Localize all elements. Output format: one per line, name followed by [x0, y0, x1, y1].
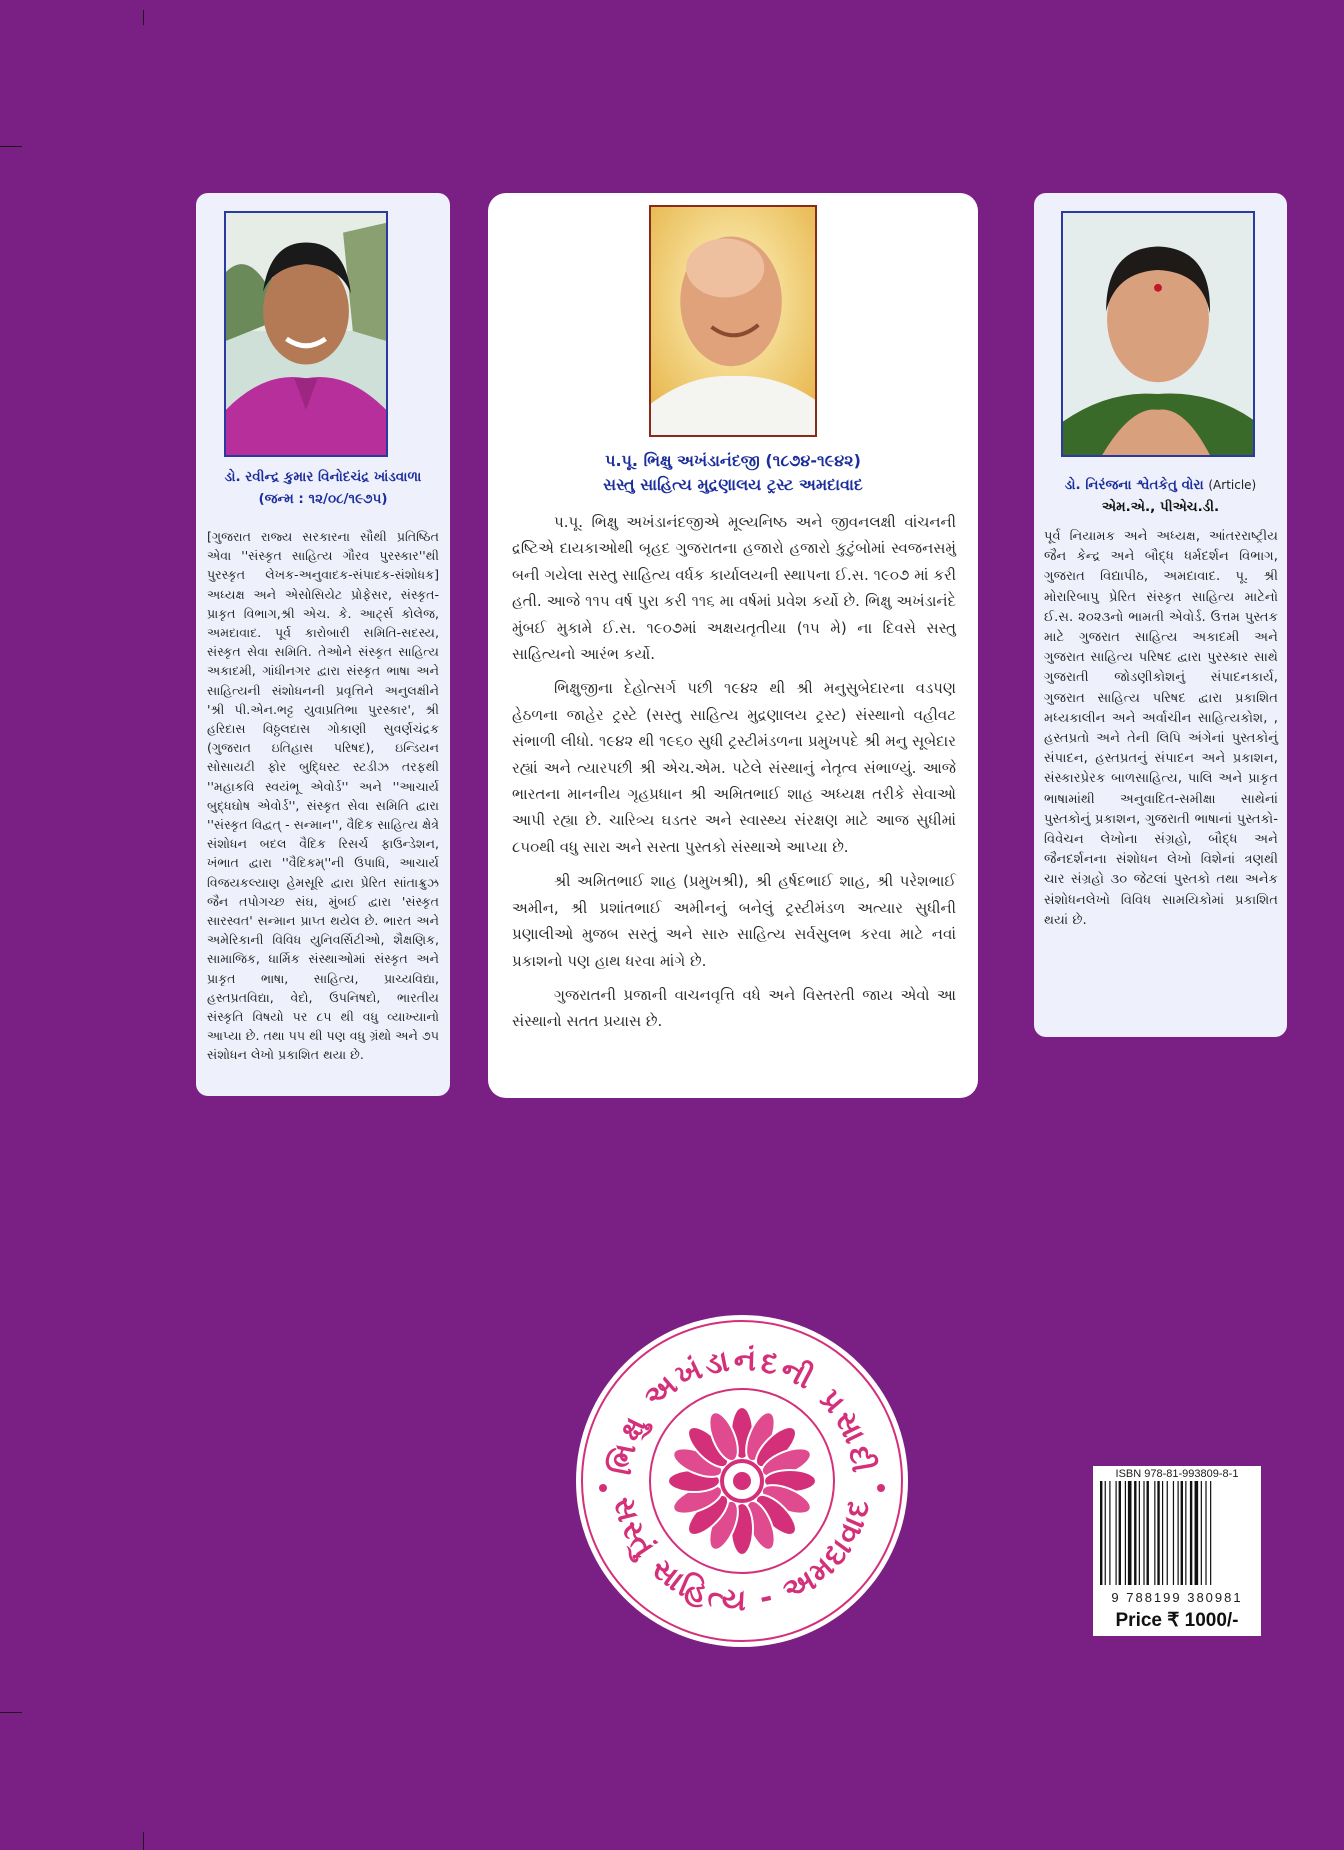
barcode-bar — [1195, 1481, 1199, 1585]
barcode-bars — [1100, 1481, 1254, 1585]
paragraph: શ્રી અમિતભાઈ શાહ (પ્રમુખશ્રી), શ્રી હર્ષદભાઈ શાહ, શ્રી પરેશભાઈ અમીન, શ્રી પ્રશાંતભાઈ અમીનનું બનેલું ટ્રસ્ટીમંડળ અત્યાર સુધીની પ્રણાલીઓ મુજબ સસ્તું અને સારુ સાહિત્ય સર્વસુલભ કરવા માટે નવાં પ્રકાશનો પણ હાથ ધરવા માંગે છે. — [512, 872, 956, 970]
author-bio-right: પૂર્વ નિયામક અને અધ્યક્ષ, આંતરરાષ્ટ્રીય જૈન કેન્દ્ર અને બૌદ્ધ ધર્મદર્શન વિભાગ, ગુજરાત વિદ્યાપીઠ, અમદાવાદ. પૂ. શ્રી મોરારિબાપુ પ્રેરિત સંસ્કૃત સાહિત્ય માટેનો ઈ.સ. ૨૦૨૩નો ભામતી એવોર્ડ. ઉત્તમ પુસ્તક માટે ગુજરાત સાહિત્ય અકાદમી અને ગુજરાત સાહિત્ય પરિષદ દ્વારા પુરસ્કાર સાથે ગુજરાતી જોડણીકોશનું સંપાદનકાર્ય, ગુજરાત સાહિત્ય પરિષદ દ્વારા પ્રકાશિત મધ્યકાલીન અને અર્વાચીન સાહિત્યકોશ, , હસ્તપ્રતો અને તેની લિપિ અંગેનાં પુસ્તકોનું સંપાદન, હસ્તપ્રતનું સંપાદન અને પ્રકાશન, સંસ્કારપ્રેરક બાળસાહિત્ય, પાલિ અને પ્રાકૃત ભાષામાંથી અનુવાદિત-સમીક્ષા સાથેનાં પુસ્તકોનું પ્રકાશન, ગુજરાતી ભાષાનાં પુસ્તકો-વિવેચન લેખોના સંગ્રહો, બૌદ્ધ અને જૈનદર્શનના સંશોધન લેખો વિશેનાં ત્રણથી ચાર સંગ્રહો ૩૦ જેટલાં પુસ્તકો તથા અનેક સંશોધનલેખો વિવિધ સામયિકોમાં પ્રકાશિત થયાં છે. — [1044, 529, 1278, 928]
crop-mark — [0, 1712, 22, 1713]
author-dob-left: (જન્મ : ૧૨/૦૮/૧૯૭૫) — [258, 491, 388, 507]
author-photo-left — [224, 211, 388, 457]
author-photo-right — [1061, 211, 1255, 457]
barcode-bar — [1109, 1481, 1110, 1585]
isbn-label: ISBN 978-81-993809-8-1 — [1115, 1468, 1239, 1480]
barcode-bar — [1201, 1481, 1202, 1585]
barcode-bar — [1190, 1481, 1192, 1585]
barcode-bar — [1147, 1481, 1149, 1585]
barcode-bar — [1210, 1481, 1211, 1585]
founder-portrait — [649, 205, 817, 437]
barcode-bar — [1143, 1481, 1144, 1585]
price-tag: Price ₹ 1000/- — [1093, 1606, 1261, 1636]
barcode-bar — [1128, 1481, 1132, 1585]
crop-mark — [0, 146, 22, 147]
right-author-card — [1034, 193, 1287, 1037]
founder-title: પ.પૂ. ભિક્ષુ અખંડાનંદજી (૧૮૭૪-૧૯૪૨) — [605, 451, 861, 470]
author-name-text: ડો. નિરંજના શ્વેતકેતુ વોરા — [1064, 477, 1204, 493]
paragraph: ભિક્ષુજીના દેહોત્સર્ગ પછી ૧૯૪૨ થી શ્રી મનુસુબેદારના વડપણ હેઠળના જાહેર ટ્રસ્ટે (સસ્તુ સાહિત્ય મુદ્રણાલય ટ્રસ્ટ) સંસ્થાનો વહીવટ સંભાળી લીધો. ૧૯૪૨ થી ૧૯૬૦ સુધી ટ્રસ્ટીમંડળના પ્રમુખપદે શ્રી મનુ સૂબેદાર રહ્યાં અને ત્યારપછી શ્રી એચ.એમ. પટેલે સંસ્થાનું નેતૃત્વ સંભાળ્યું. આજે ભારતના માનનીય ગૃહપ્રધાન શ્રી અમિતભાઈ શાહ અધ્યક્ષ તરીકે સેવાઓ આપી રહ્યા છે. ચારિત્ર્ય ઘડતર અને સ્વાસ્થ્ય સંરક્ષણ માટે આજ સુધીમાં ૮૫૦થી વધુ સારા અને સસ્તા પુસ્તકો સંસ્થાએ આપ્યા છે. — [512, 679, 956, 856]
author-tag: (Article) — [1208, 478, 1257, 492]
paragraph: ગુજરાતની પ્રજાની વાચનવૃત્તિ વધે અને વિસ્તરતી જાય એવો આ સંસ્થાનો સતત પ્રયાસ છે. — [512, 985, 956, 1031]
trust-title: સસ્તુ સાહિત્ય મુદ્રણાલય ટ્રસ્ટ અમદાવાદ — [603, 475, 863, 494]
seal-bottom-text: સસ્તું સાહિત્ય - અમદાવાદ — [605, 1493, 878, 1619]
barcode-bar — [1105, 1481, 1106, 1585]
author-degree-right: એમ.એ., પીએચ.ડી. — [1101, 499, 1220, 515]
barcode-bar — [1205, 1481, 1206, 1585]
author-name-right — [1034, 477, 1287, 493]
author-bio-left: [ગુજરાત રાજ્ય સરકારના સૌથી પ્રતિષ્ઠિત એવા ''સંસ્કૃત સાહિત્ય ગૌરવ પુરસ્કાર''થી પુરસ્કૃત લેખક-અનુવાદક-સંપાદક-સંશોધક] અધ્યક્ષ અને એસોસિયેટ પ્રોફેસર, સંસ્કૃત-પ્રાકૃત વિભાગ,શ્રી એચ. કે. આર્ટ્સ કોલેજ, અમદાવાદ. પૂર્વ કારોબારી સમિતિ-સદસ્ય, સંસ્કૃત સેવા સમિતિ. તેઓને સંસ્કૃત સાહિત્ય અકાદમી, ગાંધીનગર દ્વારા સંસ્કૃત ભાષા અને સાહિત્યની સંશોધનની પ્રવૃત્તિને અનુલક્ષીને 'શ્રી પી.એન.ભટ્ટ યુવાપ્રતિભા પુરસ્કાર', શ્રી હરિદાસ વિઠ્ઠલદાસ ગોકાણી સુવર્ણચંદ્રક (ગુજરાત ઇતિહાસ પરિષદ), ઇન્ડિયન સોસાયટી ફોર બુદ્ધિસ્ટ સ્ટડીઝ તરફથી ''મહાકવિ સ્વયંભૂ એવોર્ડ'' અને ''આચાર્ય બુદ્ધઘોષ એવોર્ડ'', સંસ્કૃત સેવા સમિતિ દ્વારા ''સંસ્કૃત વિદ્વત્ - સન્માન'', વૈદિક સાહિત્ય ક્ષેત્રે સંશોધન બદલ વૈદિક રિસર્ચ ફાઉન્ડેશન, ખંભાત દ્વારા ''વૈદિકમ્''ની ઉપાધિ, આચાર્ય વિજયકલ્યાણ હેમસૂરિ દ્વારા પ્રેરિત સાંતાક્રુઝ જૈન તપોગચ્છ સંઘ, મુંબઈ દ્વારા 'સંસ્કૃત સારસ્વત' સન્માન પ્રાપ્ત થયેલ છે. ભારત અને અમેરિકાની વિવિધ યુનિવર્સિટીઓ, શૈક્ષણિક, સામાજિક, ધાર્મિક સંસ્થાઓમાં સંસ્કૃત અને પ્રાકૃત ભાષા, સાહિત્ય, પ્રાચ્યવિદ્યા, હસ્તપ્રતવિદ્યા, વેદો, ઉપનિષદો, ભારતીય સંસ્કૃતિ વિષયો પર ૮૫ થી વધુ વ્યાખ્યાનો આપ્યા છે. તથા ૫૫ થી પણ વધુ ગ્રંથો અને ૭૫ સંશોધન લેખો પ્રકાશિત થયા છે. — [207, 529, 439, 1063]
barcode-bar — [1157, 1481, 1159, 1585]
barcode-bar — [1154, 1481, 1155, 1585]
left-author-card — [196, 193, 450, 1096]
author-name-left: ડો. રવીન્દ્ર કુમાર વિનોદચંદ્ર ખાંડવાળા — [224, 469, 422, 485]
barcode-bar — [1116, 1481, 1117, 1585]
publisher-seal — [573, 1312, 911, 1650]
barcode-bar — [1119, 1481, 1121, 1585]
barcode-bar — [1181, 1481, 1183, 1585]
barcode-bar — [1185, 1481, 1186, 1585]
barcode-bar — [1167, 1481, 1168, 1585]
barcode-bar — [1178, 1481, 1179, 1585]
paragraph: પ.પૂ. ભિક્ષુ અખંડાનંદજીએ મૂલ્યનિષ્ઠ અને જીવનલક્ષી વાંચનની દ્રષ્ટિએ દાયકાઓથી બૃહદ ગુજરાતના હજારો હજારો કુટુંબોમાં સ્વજનસમું બની ગયેલા સસ્તુ સાહિત્ય વર્ધક કાર્યાલયની સ્થાપના ઈ.સ. ૧૯૦૭ માં કરી હતી. આજે ૧૧૫ વર્ષ પુરા કરી ૧૧૬ મા વર્ષમાં પ્રવેશ કર્યો છે. ભિક્ષુ અખંડાનંદે મુંબઈ મુકામે ઈ.સ. ૧૯૦૭માં અક્ષયતૃતીયા (૧૫ મે) ના દિવસે સસ્તુ સાહિત્યનો આરંભ કર્યો. — [512, 513, 956, 664]
barcode-bar — [1139, 1481, 1140, 1585]
isbn-barcode — [1093, 1466, 1261, 1608]
publisher-description — [512, 509, 956, 1043]
lotus-emblem — [668, 1407, 816, 1555]
isbn-digits: 9 788199 380981 — [1111, 1590, 1243, 1605]
barcode-bar — [1134, 1481, 1136, 1585]
barcode-bar — [1173, 1481, 1174, 1585]
barcode-bar — [1100, 1481, 1102, 1585]
seal-top-text: ભિક્ષુ અખંડાનંદની પ્રસાદી — [603, 1342, 881, 1478]
center-publisher-card — [488, 193, 978, 1098]
barcode-bar — [1162, 1481, 1163, 1585]
barcode-bar — [1125, 1481, 1126, 1585]
crop-mark — [143, 10, 144, 25]
crop-mark — [143, 1832, 144, 1850]
